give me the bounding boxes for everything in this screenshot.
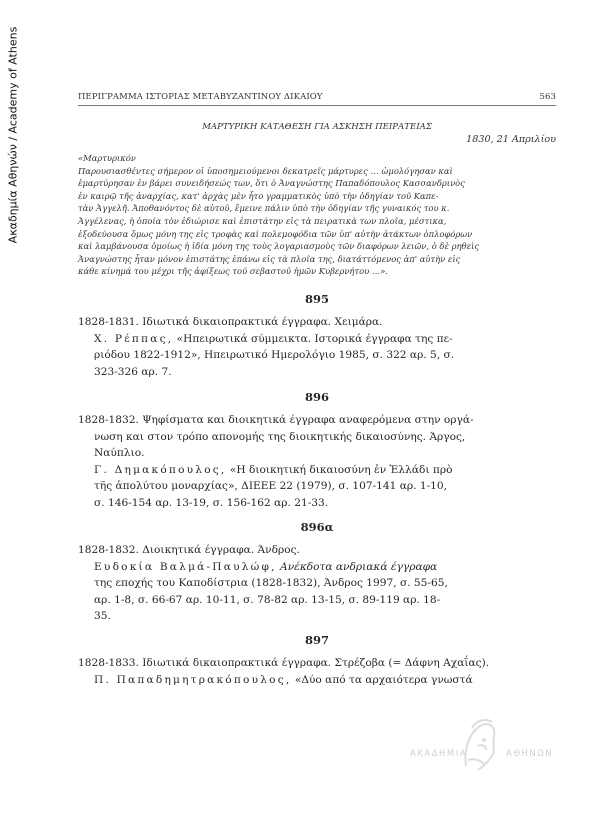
entry-citation-line	[78, 672, 556, 689]
page-number: 563	[539, 92, 556, 102]
entry-topic-line: 1828-1832. Ψηφίσματα και διοικητικά έγγραφα αναφερόμενα στην οργά-	[78, 414, 474, 426]
entry-citation-line: 35.	[94, 610, 111, 622]
entry-citation-line: ριόδου 1822-1912», Ηπειρωτικό Ημερολόγιο 1985, σ. 322 αρ. 5, σ.	[94, 349, 455, 361]
quote-line: ἐν καιρῷ τῆς ἀναρχίας, κατ' ἀρχὰς μὲν ἦτο γραμματικὸς ὑπὸ τὴν ὁδηγίαν τοῦ Καπε-	[78, 190, 439, 201]
entry-topic-line: 1828-1832. Διοικητικά έγγραφα. Άνδρος.	[78, 544, 300, 556]
watermark-left-text: ΑΚΑΔΗΜΙΑ	[410, 749, 468, 759]
academy-watermark	[410, 712, 570, 782]
entry-topic-line: 1828-1831. Ιδιωτικά δικαιοπρακτικά έγγραφα. Χειμάρα.	[78, 316, 383, 328]
entry-citation-line: της εποχής του Καποδίστρια (1828-1832), Άνδρος 1997, σ. 55-65,	[94, 577, 448, 589]
running-header-title: ΠΕΡΙΓΡΑΜΜΑ ΙΣΤΟΡΙΑΣ ΜΕΤΑΒΥΖΑΝΤΙΝΟΥ ΔΙΚΑΙΟΥ	[78, 92, 323, 102]
entry-citation-text: «Η διοικητική δικαιοσύνη ἐν Ἑλλάδι πρὸ	[229, 463, 453, 476]
quote-date: 1830, 21 Απριλίου	[466, 134, 556, 145]
quote-line: Ἀναγνώστης ἦταν μόνον ἐπιστάτης ἐπάνω εἰς τὰ πλοῖα της, διατάττόμενος ἀπ' αὐτὴν εἰς	[78, 253, 461, 264]
sidebar-label	[4, 26, 22, 244]
quote-line: Ἀγγέλενας, ἡ ὁποία τὸν ἐδιώρισε καὶ ἐπιστάτην εἰς τὰ πειρατικὰ των πλοῖα, μέστικα,	[78, 215, 447, 226]
entry-citation-line: τῆς ἀπολύτου μοναρχίας», ΔΙΕΕΕ 22 (1979), σ. 107-141 αρ. 1-10,	[94, 480, 448, 492]
entry-citation-line: σ. 146-154 αρ. 13-19, σ. 156-162 αρ. 21-33.	[94, 496, 329, 509]
entry-author: Χ. Ρέππας,	[94, 332, 174, 345]
athena-head-icon	[458, 716, 502, 774]
entry-citation-line: αρ. 1-8, σ. 66-67 αρ. 10-11, σ. 78-82 αρ. 13-15, σ. 89-119 αρ. 18-	[94, 593, 441, 606]
quote-heading: ΜΑΡΤΥΡΙΚΗ ΚΑΤΑΘΕΣΗ ΓΙΑ ΑΣΚΗΣΗ ΠΕΙΡΑΤΕΙΑΣ	[202, 122, 432, 132]
entry-topic-line: Ναύπλιο.	[94, 447, 145, 459]
quote-line: κάθε κίνημά του μέχρι τῆς ἀφίξεως τοῦ σεβαστοῦ ἡμῶν Κυβερνήτου …».	[78, 266, 389, 277]
entry-number: 895	[304, 292, 329, 306]
watermark-right-text: ΑΘΗΝΩΝ	[506, 749, 554, 759]
quote-line: καὶ λαμβάνουσα ὁμοίως ἡ ἰδία μόνη της τοὺς λογαριασμοὺς τῶν διαφόρων λειῶν, ὁ δὲ ρηθεὶς	[78, 241, 480, 252]
sidebar-label-text: Ακαδημία Αθηνών / Academy of Athens	[6, 26, 20, 244]
entry-number: 896	[304, 390, 329, 404]
entry-895	[78, 314, 556, 380]
entry-number: 896α	[300, 520, 334, 534]
entry-number: 897	[304, 633, 329, 647]
entry-author: Γ. Δημακόπουλος,	[94, 463, 227, 476]
entry-citation-text: Ανέκδοτα ανδριακά έγγραφα	[280, 560, 438, 573]
entry-896	[78, 412, 556, 511]
quote-line: Παρουσιασθέντες σήμερον οἱ ὑποσημειούμενοι δεκατρεῖς μάρτυρες … ὡμολόγησαν καὶ	[78, 165, 453, 176]
quote-paragraph	[78, 152, 556, 278]
entry-author: Ευδοκία Βαλμά-Παυλώφ,	[94, 560, 277, 573]
quote-line: τὰν Ἀγγελῆ. Ἀποθανόντος δὲ αὐτοῦ, ἔμεινε πάλιν ὑπὸ τὴν ὁδηγίαν τῆς γυναικός του κ.	[78, 203, 450, 214]
entry-citation-line	[78, 331, 556, 348]
quote-line: «Μαρτυρικόν	[78, 153, 136, 163]
entry-citation-line	[78, 559, 556, 576]
entry-citation-line	[78, 462, 556, 479]
entry-citation-text: «Δύο από τα αρχαιότερα γνωστά	[294, 673, 473, 686]
running-header	[78, 92, 556, 102]
quote-line: ἐμαρτύρησαν ἐν βάρει συνειδήσεώς των, ὅτι ὁ Ἀναγνώστης Παπαδόπουλος Κασσανδρινὸς	[78, 178, 465, 189]
entry-897	[78, 655, 556, 688]
entry-topic-line: νωση και στον τρόπο απονομής της διοικητικής δικαιοσύνης. Άργος,	[94, 430, 466, 443]
entry-896a	[78, 542, 556, 625]
entry-citation-line: 323-326 αρ. 7.	[94, 365, 172, 378]
entry-topic-line: 1828-1833. Ιδιωτικά δικαιοπρακτικά έγγραφα. Στρέζοβα (= Δάφνη Αχαΐας).	[78, 657, 490, 669]
entry-citation-text: «Ηπειρωτικά σύμμεικτα. Ιστορικά έγγραφα της πε-	[176, 332, 453, 345]
header-rule	[78, 105, 556, 106]
quote-line: ἐξοδεύουσα ὅμως μόνη της εἰς τροφὰς καὶ πολεμοφόδια τῶν ὑπ' αὐτὴν ἀτάκτων ὁπλοφόρων	[78, 228, 473, 239]
entry-author: Π. Παπαδημητρακόπουλος,	[94, 673, 292, 686]
